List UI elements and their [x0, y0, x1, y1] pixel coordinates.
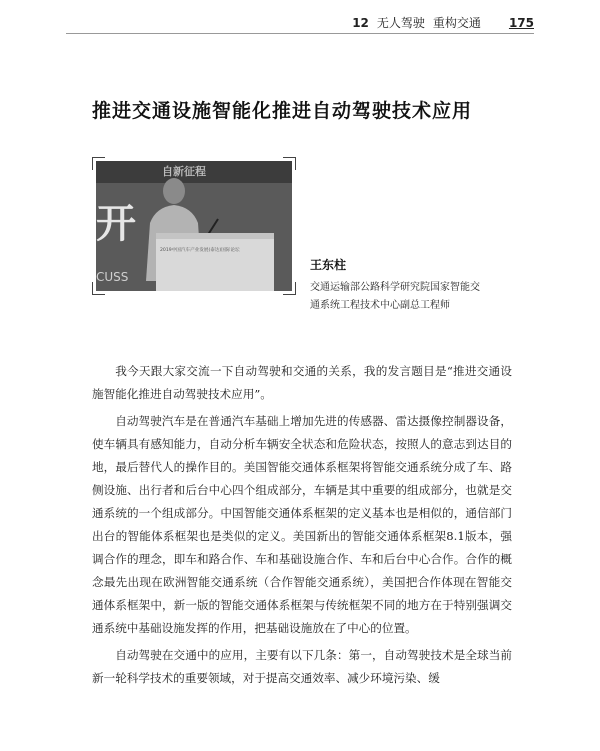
- author-name: 王东柱: [310, 258, 347, 272]
- speaker-illustration: [96, 161, 292, 291]
- author-block: [310, 256, 520, 315]
- body-paragraph: 自动驾驶在交通中的应用，主要有以下几条：第一，自动驾驶技术是全球当前新一轮科学技术的重要领域，对于提高交通效率、减少环境污染、缓: [92, 648, 512, 685]
- backdrop-text-side: CUSS: [96, 270, 129, 284]
- author-title-line-1: 交通运输部公路科学研究院国家智能交: [310, 282, 480, 293]
- article-body: [92, 360, 512, 694]
- body-paragraph: 自动驾驶汽车是在普通汽车基础上增加先进的传感器、雷达摄像控制器设备，使车辆具有感知能力，自动分析车辆安全状态和危险状态，按照人的意志到达目的地，最后替代人的操作目的。美国智能交通体系框架将智能交通系统分成了车、路侧设施、出行者和后台中心四个组成部分，车辆是其中重要的组成部分，也就是交通系统的一个组成部分。中国智能交通体系框架的定义基本也是相似的，通信部门出台的智能体系框架也是类似的定义。美国新出的智能交通体系框架8.1版本，强调合作的理念，即车和路合作、车和基础设施合作、车和后台中心合作。合作的概念最先出现在欧洲智能交通系统（合作智能交通系统），美国把合作体现在智能交通体系框架中，新一版的智能交通体系框架与传统框架不同的地方在于特别强调交通系统中基础设施发挥的作用，把基础设施放在了中心的位置。: [92, 414, 512, 635]
- chapter-number: 12: [352, 16, 369, 30]
- podium-text: 2019中国汽车产业发展(泰达)国际论坛: [160, 248, 240, 253]
- backdrop-text-top: 自新征程: [162, 165, 206, 178]
- running-header: [352, 14, 534, 31]
- backdrop-text-big: 开: [96, 201, 136, 247]
- author-title-line-2: 通系统工程技术中心副总工程师: [310, 300, 450, 311]
- speaker-photo: [96, 161, 292, 291]
- page-number: 175: [508, 16, 534, 30]
- header-divider: [66, 33, 534, 34]
- speaker-photo-frame: [92, 157, 296, 295]
- section-title: 重构交通: [432, 16, 481, 30]
- chapter-title: 无人驾驶: [376, 16, 425, 30]
- article-title: 推进交通设施智能化推进自动驾驶技术应用: [92, 100, 473, 122]
- body-paragraph: 我今天跟大家交流一下自动驾驶和交通的关系，我的发言题目是“推进交通设施智能化推进自动驾驶技术应用”。: [92, 364, 512, 401]
